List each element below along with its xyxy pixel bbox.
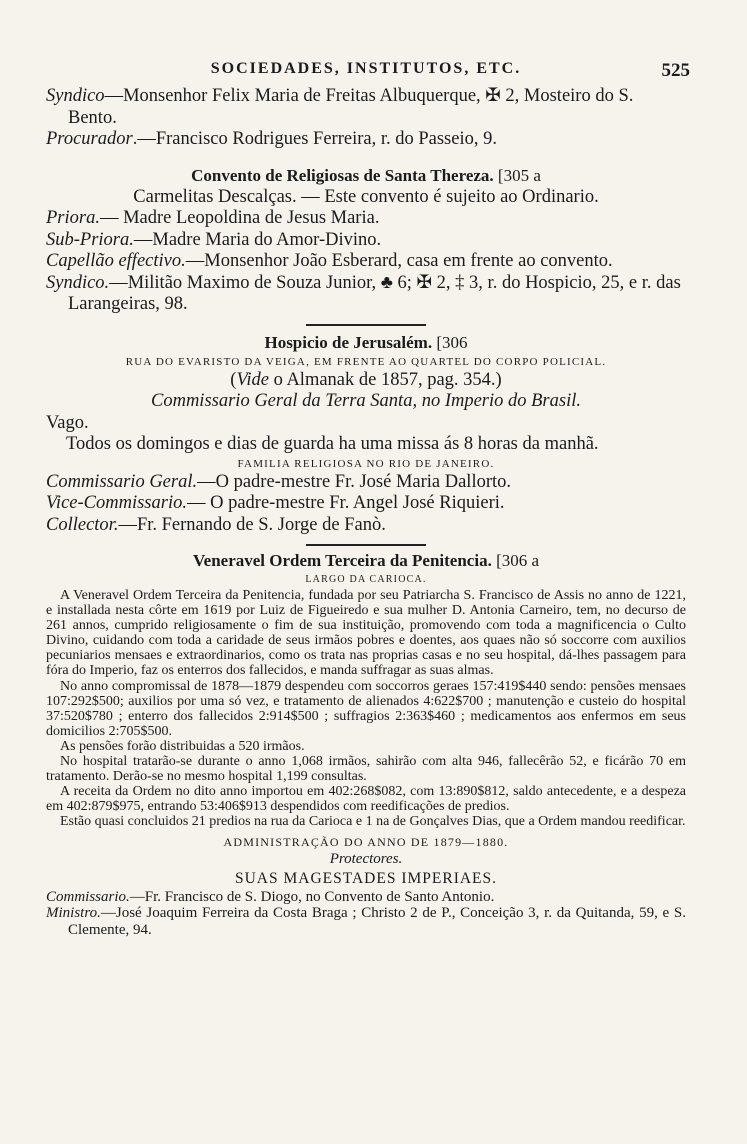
entry-role: Commissario. [46, 888, 130, 905]
magestades-heading: SUAS MAGESTADES IMPERIAES. [234, 869, 498, 887]
commissario-geral-entry [46, 472, 686, 494]
section-ref: [306 [436, 332, 468, 352]
section-heading: Hospicio de Jerusalém. [264, 332, 433, 352]
protectores-heading [46, 850, 686, 869]
ministro-entry [46, 905, 686, 938]
penitencia-paragraph: A receita da Ordem no dito anno importou em 402:268$082, com 13:890$812, saldo antecedente, e a despeza em 402:879$975, entrando 53:406$913 despendidos com reedificações de predios. [46, 784, 686, 815]
santa-thereza-intro: Carmelitas Descalças. — Este convento é sujeito ao Ordinario. [133, 186, 599, 207]
entry-role: Syndico [46, 86, 105, 106]
entry-text: .—Francisco Rodrigues Ferreira, r. do Passeio, 9. [132, 129, 497, 149]
commissario-text: Commissario Geral da Terra Santa, no Imperio do Brasil. [151, 391, 581, 411]
syndico-entry-2 [46, 273, 686, 316]
entry-text: —Fr. Francisco de S. Diogo, no Convento de Santo Antonio. [129, 888, 495, 905]
entry-role: Capellão effectivo. [46, 251, 186, 271]
penitencia-paragraph: No anno compromissal de 1878—1879 despendeu com soccorros geraes 157:419$440 sendo: pensões mensaes 107:292$500; auxilios por uma só vez, e tratamento de alienados 4:622$700 ; manutenção e custeio do hospital 37:520$780 ; enterro dos fallecidos 2:914$500 ; suffragios 2:363$460 ; medicamentos aos enfermos em seus domicilios 2:705$500. [46, 678, 686, 739]
capellao-entry [46, 251, 686, 273]
entry-role: Ministro. [46, 905, 101, 921]
entry-role: Procurador [46, 129, 133, 149]
running-title: SOCIEDADES, INSTITUTOS, ETC. [210, 60, 522, 77]
vide-note: (Vide o Almanak de 1857, pag. 354.) [230, 369, 502, 390]
syndico-entry [46, 86, 686, 129]
entry-text: —José Joaquim Ferreira da Costa Braga ; Christo 2 de P., Conceição 3, r. da Quitanda, 59, e S. Clemente, 94. [68, 905, 686, 938]
vide-word: Vide [236, 369, 269, 390]
penitencia-location: LARGO DA CARIOCA. [305, 574, 427, 585]
vide-text: o Almanak de 1857, pag. 354.) [273, 369, 502, 390]
entry-text: —Militão Maximo de Souza Junior, ♣ 6; ✠ 2, ‡ 3, r. do Hospicio, 25, e r. das Larangeiras, 98. [68, 272, 681, 314]
priora-entry [46, 208, 686, 230]
jerusalem-title [46, 332, 686, 354]
running-header [46, 60, 690, 86]
commissario-heading [46, 391, 686, 413]
section-divider [306, 324, 426, 326]
entry-role: Syndico. [46, 272, 110, 293]
commissario-entry [46, 889, 686, 906]
section-heading: Veneravel Ordem Terceira da Penitencia. [192, 551, 492, 570]
collector-entry [46, 515, 686, 537]
entry-role: Vice-Commissario. [46, 493, 187, 513]
entry-role: Commissario Geral. [46, 471, 198, 492]
protectores-text: Protectores. [329, 850, 403, 867]
page-number: 525 [661, 60, 690, 81]
penitencia-paragraph: No hospital tratarão-se durante o anno 1,068 irmãos, sahirão com alta 946, fallecêrão 52, e ficárão 70 em tratamento. Derão-se no mesmo hospital 1,199 consultas. [46, 754, 686, 785]
entry-text: —Fr. Fernando de S. Jorge de Fanò. [118, 514, 386, 535]
penitencia-title [46, 550, 686, 572]
section-heading: Convento de Religiosas de Santa Thereza. [191, 165, 494, 185]
procurador-entry [46, 129, 686, 151]
entry-text: — O padre-mestre Fr. Angel José Riquieri. [186, 493, 505, 513]
familia-heading: FAMILIA RELIGIOSA NO RIO DE JANEIRO. [237, 457, 495, 470]
penitencia-paragraph: Estão quasi concluidos 21 predios na rua da Carioca e 1 na de Gonçalves Dias, que a Ordem mandou reedificar. [60, 814, 686, 830]
penitencia-paragraph: As pensões forão distribuidas a 520 irmãos. [60, 738, 305, 754]
section-divider [306, 544, 426, 546]
entry-role: Priora. [46, 208, 100, 228]
santa-thereza-title [46, 165, 686, 187]
entry-text: —Monsenhor Felix Maria de Freitas Albuquerque, ✠ 2, Mosteiro do S. Bento. [68, 86, 634, 128]
sub-priora-entry [46, 230, 686, 252]
entry-role: Collector. [46, 514, 119, 535]
vago-text: Vago. [46, 412, 89, 433]
entry-text: —Madre Maria do Amor-Divino. [133, 229, 382, 250]
jerusalem-address: RUA DO EVARISTO DA VEIGA, EM FRENTE AO QUARTEL DO CORPO POLICIAL. [125, 355, 607, 368]
penitencia-paragraph: A Veneravel Ordem Terceira da Penitencia, fundada por seu Patriarcha S. Francisco de Assis no anno de 1221, e installada nesta côrte em 1619 por Luiz de Figueiredo e sua mulher D. Antonia Carneiro, tem, no decurso de 261 annos, cumprido religiosamente o fim de sua instituição, promovendo com toda a magnificencia o Culto Divino, cuidando com toda a caridade de seus irmãos pobres e doentes, aos quaes não só soccorre com auxilios pecuniarios mensaes e extraordinarios, como os trata nas proprias casas e no seu hospital, dá-lhes passagem para fóra do Imperio, faz os enterros dos fallecidos, e manda suffragar as suas almas. [46, 588, 686, 679]
section-ref: [305 a [497, 165, 541, 185]
entry-text: —O padre-mestre Fr. José Maria Dallorto. [197, 471, 512, 492]
document-page [46, 60, 690, 938]
section-ref: [306 a [496, 551, 540, 570]
entry-text: — Madre Leopoldina de Jesus Maria. [99, 208, 380, 228]
administracao-heading: ADMINISTRAÇÃO DO ANNO DE 1879—1880. [223, 834, 509, 849]
entry-text: —Monsenhor João Esberard, casa em frente ao convento. [185, 251, 613, 271]
missa-text: Todos os domingos e dias de guarda ha uma missa ás 8 horas da manhã. [66, 434, 599, 454]
entry-role: Sub-Priora. [46, 229, 134, 250]
vice-commissario-entry [46, 493, 686, 515]
